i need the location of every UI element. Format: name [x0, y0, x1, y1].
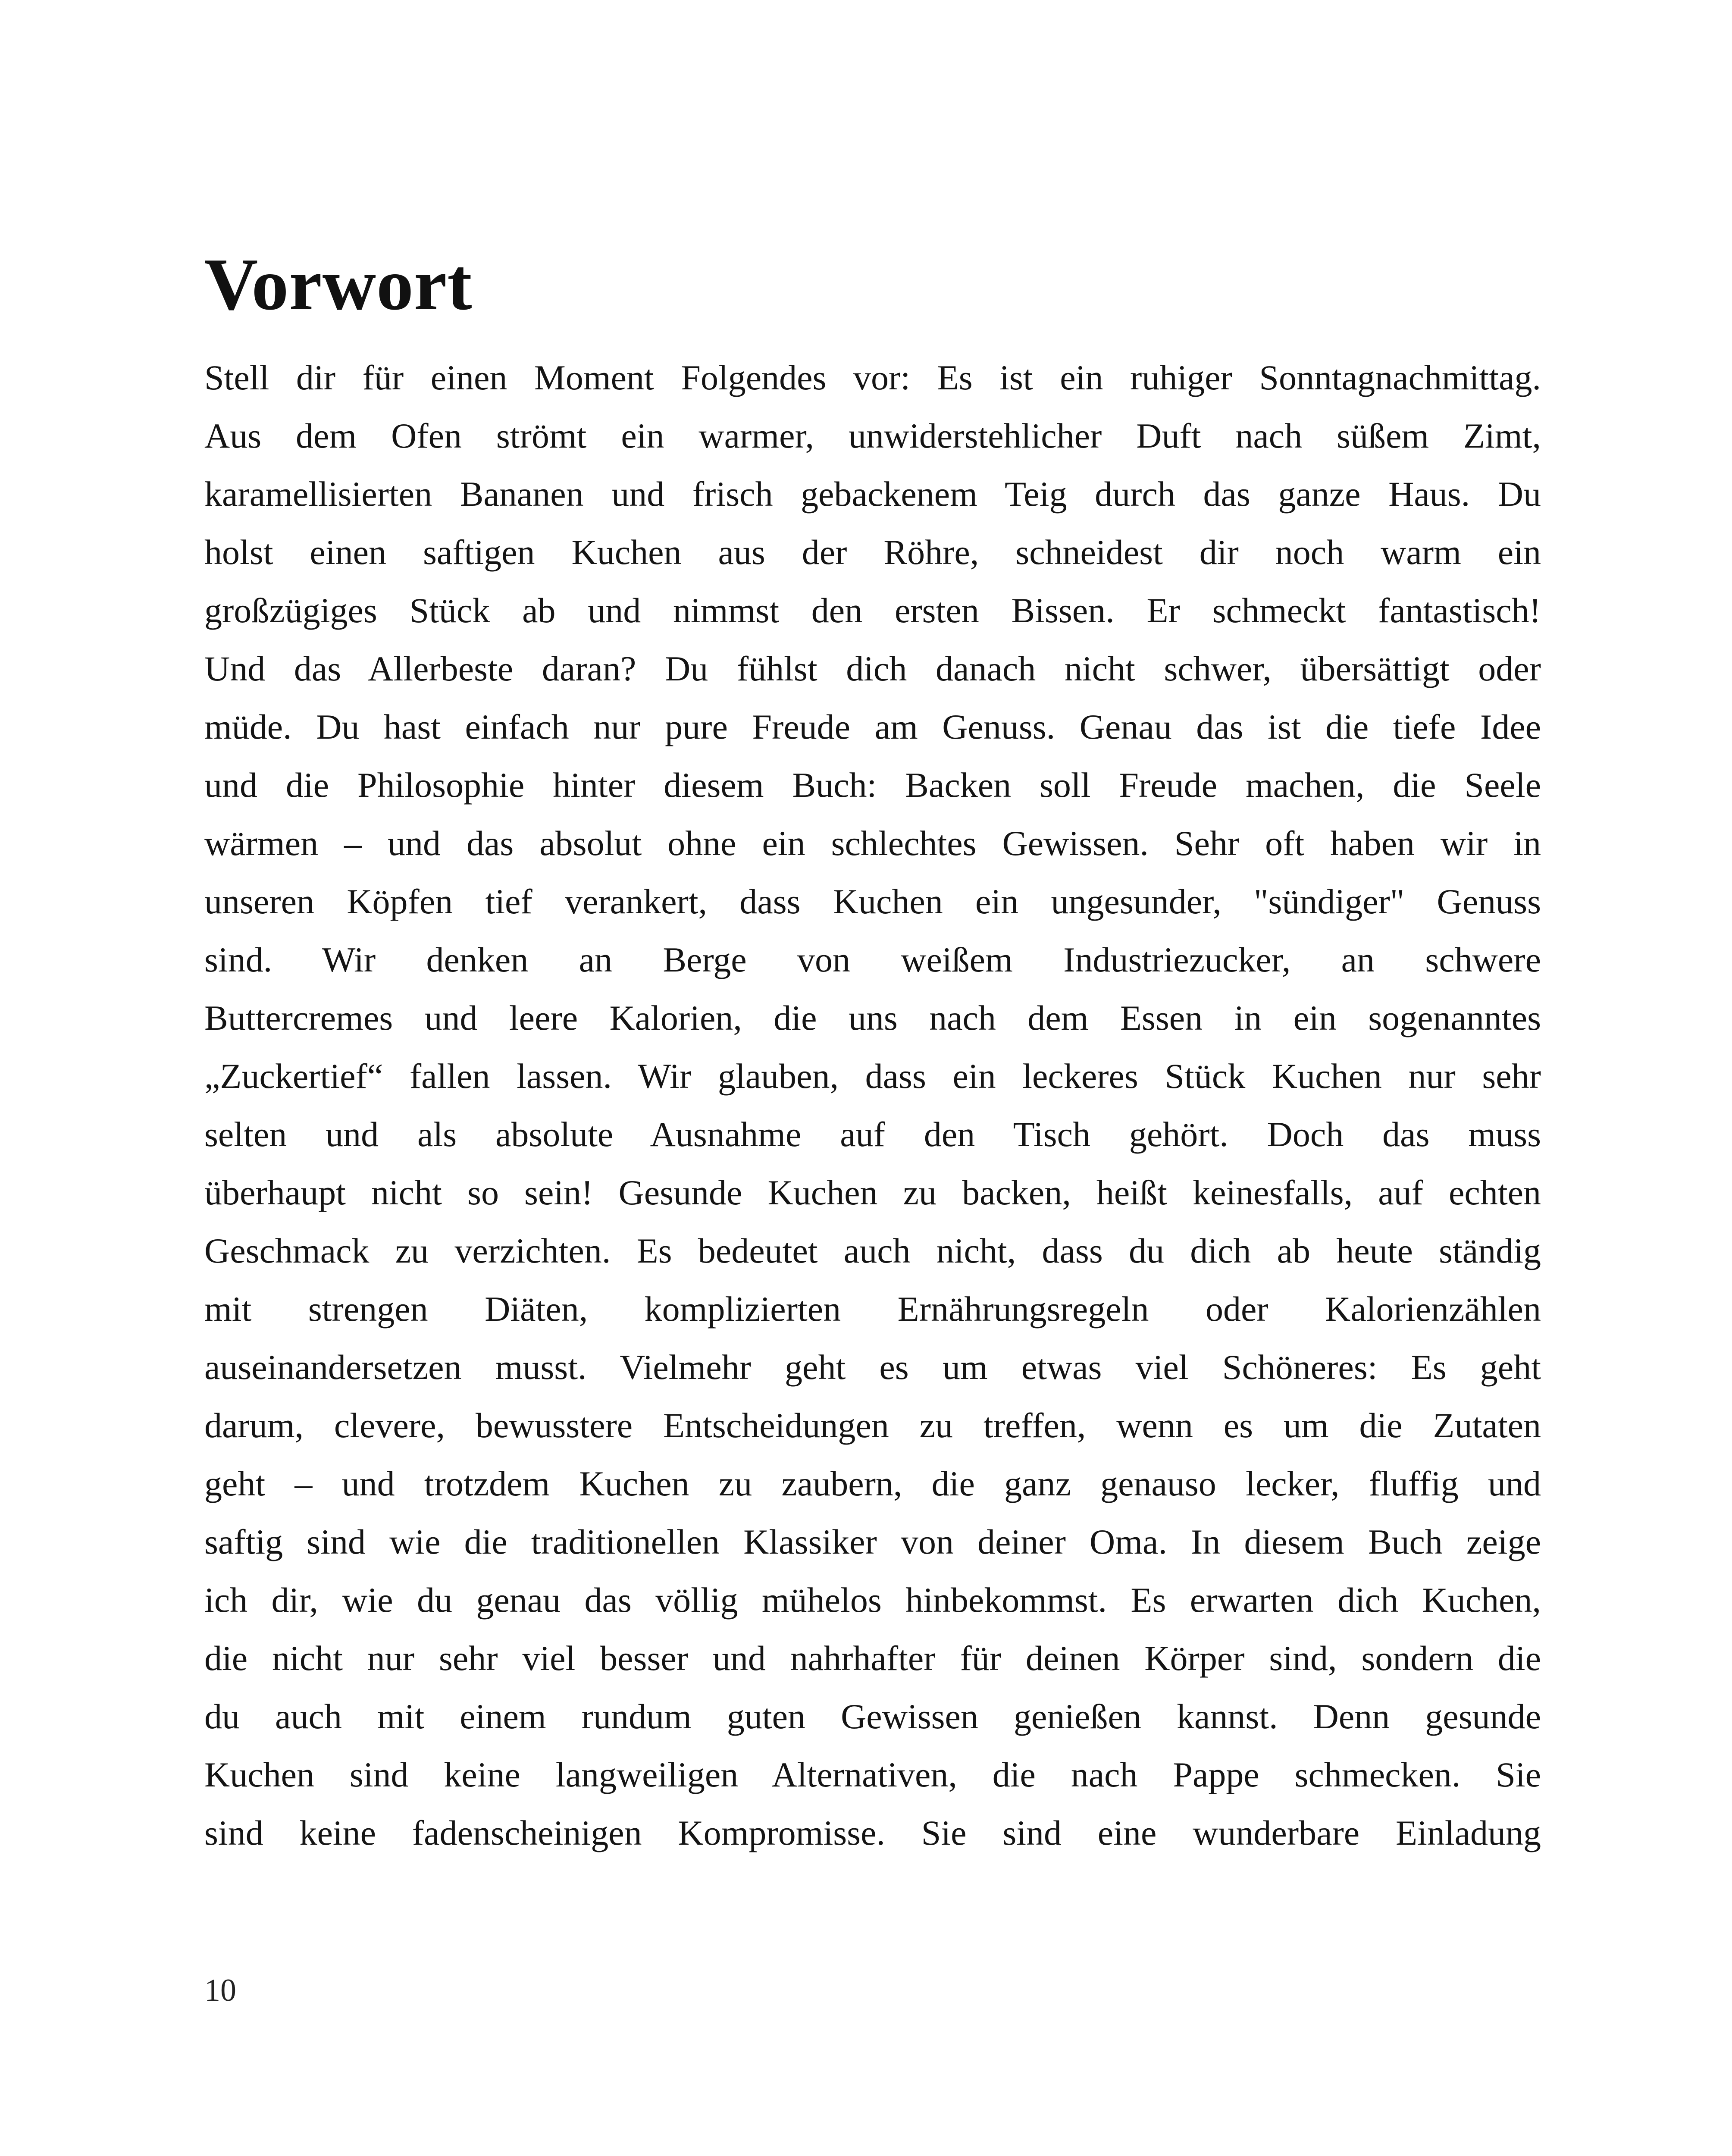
- text-line: selten und als absolute Ausnahme auf den Tisch gehört. Doch das muss: [204, 1115, 1541, 1154]
- text-line: sind. Wir denken an Berge von weißem Industriezucker, an schwere: [204, 940, 1541, 979]
- text-line: karamellisierten Bananen und frisch gebackenem Teig durch das ganze Haus. Du: [204, 474, 1541, 514]
- text-line: holst einen saftigen Kuchen aus der Röhre, schneidest dir noch warm ein: [204, 533, 1541, 572]
- text-line: darum, clevere, bewusstere Entscheidungen zu treffen, wenn es um die Zutaten: [204, 1406, 1541, 1445]
- text-line: mit strengen Diäten, komplizierten Ernährungsregeln oder Kalorienzählen: [204, 1289, 1541, 1329]
- text-line: ich dir, wie du genau das völlig mühelos hinbekommst. Es erwarten dich Kuchen,: [204, 1580, 1541, 1620]
- text-line: du auch mit einem rundum guten Gewissen genießen kannst. Denn gesunde: [204, 1697, 1541, 1736]
- text-line: unseren Köpfen tief verankert, dass Kuchen ein ungesunder, "sündiger" Genuss: [204, 882, 1541, 921]
- text-line: wärmen – und das absolut ohne ein schlechtes Gewissen. Sehr oft haben wir in: [204, 824, 1541, 863]
- page-number: 10: [204, 1973, 236, 2008]
- text-line: großzügiges Stück ab und nimmst den ersten Bissen. Er schmeckt fantastisch!: [204, 591, 1541, 630]
- text-line: überhaupt nicht so sein! Gesunde Kuchen zu backen, heißt keinesfalls, auf echten: [204, 1173, 1541, 1212]
- text-line: Stell dir für einen Moment Folgendes vor: Es ist ein ruhiger Sonntagnachmittag.: [204, 358, 1541, 397]
- text-line: geht – und trotzdem Kuchen zu zaubern, die ganz genauso lecker, fluffig und: [204, 1464, 1541, 1503]
- text-line: Aus dem Ofen strömt ein warmer, unwiderstehlicher Duft nach süßem Zimt,: [204, 416, 1541, 455]
- text-line: sind keine fadenscheinigen Kompromisse. Sie sind eine wunderbare Einladung: [204, 1813, 1541, 1852]
- text-line: Geschmack zu verzichten. Es bedeutet auch nicht, dass du dich ab heute ständig: [204, 1231, 1541, 1270]
- text-line: und die Philosophie hinter diesem Buch: Backen soll Freude machen, die Seele: [204, 765, 1541, 805]
- text-line: Kuchen sind keine langweiligen Alternativen, die nach Pappe schmecken. Sie: [204, 1755, 1541, 1794]
- text-line: müde. Du hast einfach nur pure Freude am Genuss. Genau das ist die tiefe Idee: [204, 707, 1541, 746]
- text-line: Und das Allerbeste daran? Du fühlst dich danach nicht schwer, übersättigt oder: [204, 649, 1541, 688]
- text-line: die nicht nur sehr viel besser und nahrhafter für deinen Körper sind, sondern die: [204, 1639, 1541, 1678]
- text-line: „Zuckertief“ fallen lassen. Wir glauben, dass ein leckeres Stück Kuchen nur sehr: [204, 1056, 1541, 1096]
- chapter-title: Vorwort: [204, 244, 473, 326]
- text-line: saftig sind wie die traditionellen Klassiker von deiner Oma. In diesem Buch zeige: [204, 1522, 1541, 1561]
- body-paragraph: [204, 348, 1541, 1862]
- text-line: auseinandersetzen musst. Vielmehr geht es um etwas viel Schöneres: Es geht: [204, 1348, 1541, 1387]
- text-line: Buttercremes und leere Kalorien, die uns nach dem Essen in ein sogenanntes: [204, 998, 1541, 1037]
